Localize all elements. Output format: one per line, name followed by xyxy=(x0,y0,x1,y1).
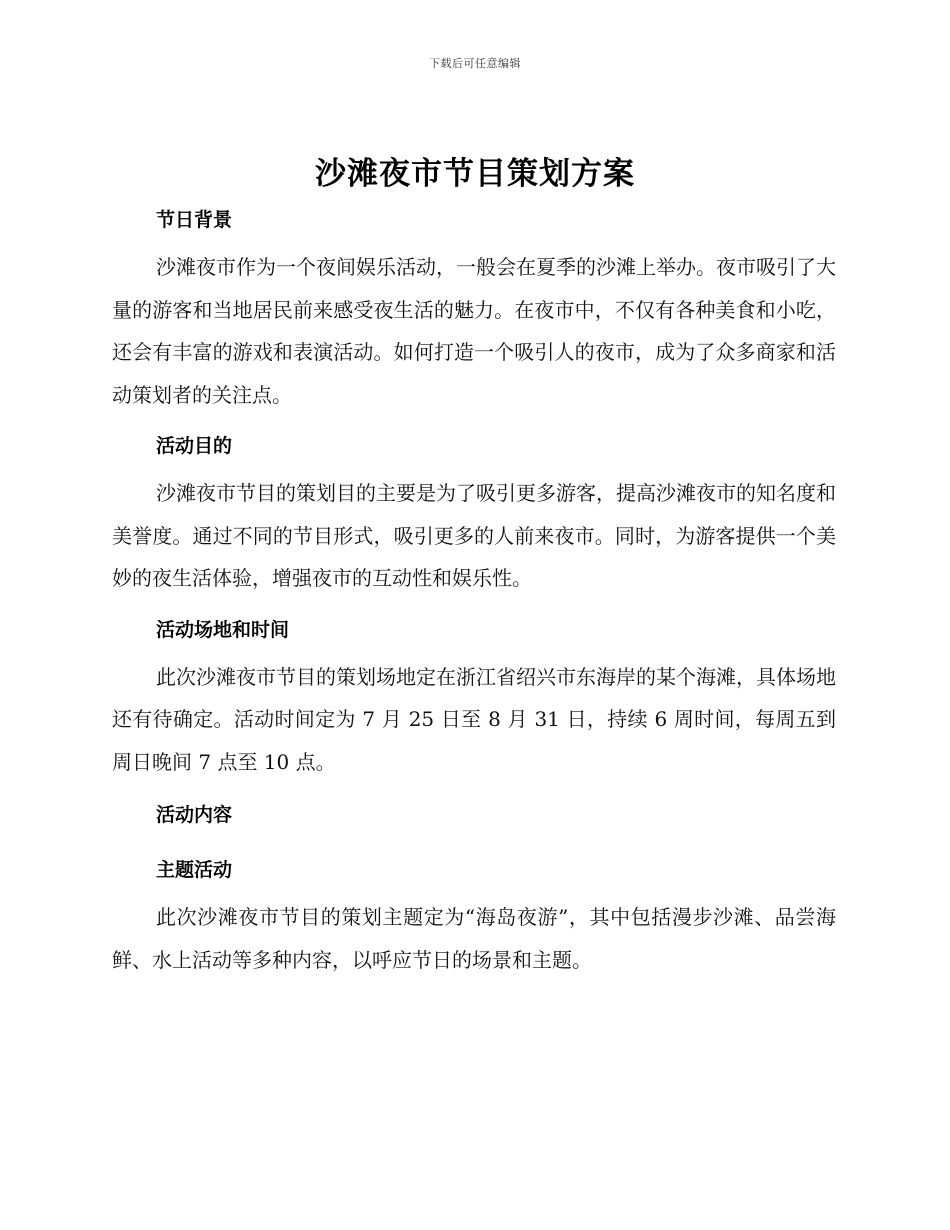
section-paragraph-purpose: 沙滩夜市节目的策划目的主要是为了吸引更多游客，提高沙滩夜市的知名度和美誉度。通过不同的节目形式，吸引更多的人前来夜市。同时，为游客提供一个美妙的夜生活体验，增强夜市的互动性和娱乐性。 xyxy=(112,481,836,590)
section-heading-content: 活动内容 xyxy=(156,804,233,826)
document-body xyxy=(112,200,836,981)
document-title: 沙滩夜市节目策划方案 xyxy=(315,156,635,192)
section-paragraph-background: 沙滩夜市作为一个夜间娱乐活动，一般会在夏季的沙滩上举办。夜市吸引了大量的游客和当地居民前来感受夜生活的魅力。在夜市中，不仅有各种美食和小吃，还会有丰富的游戏和表演活动。如何打造一个吸引人的夜市，成为了众多商家和活动策划者的关注点。 xyxy=(112,255,836,407)
section-heading-theme: 主题活动 xyxy=(156,859,233,881)
header-note: 下载后可任意编辑 xyxy=(429,57,521,70)
section-heading-background: 节日背景 xyxy=(156,209,233,231)
section-heading-purpose: 活动目的 xyxy=(156,435,233,457)
section-paragraph-venue-time: 此次沙滩夜市节目的策划场地定在浙江省绍兴市东海岸的某个海滩，具体场地还有待确定。活动时间定为 7 月 25 日至 8 月 31 日，持续 6 周时间，每周五到周日晚间 7 点至 10 点。 xyxy=(112,664,836,774)
section-heading-venue-time: 活动场地和时间 xyxy=(156,618,290,641)
section-paragraph-theme: 此次沙滩夜市节目的策划主题定为“海岛夜游”，其中包括漫步沙滩、品尝海鲜、水上活动等多种内容，以呼应节日的场景和主题。 xyxy=(112,905,836,972)
